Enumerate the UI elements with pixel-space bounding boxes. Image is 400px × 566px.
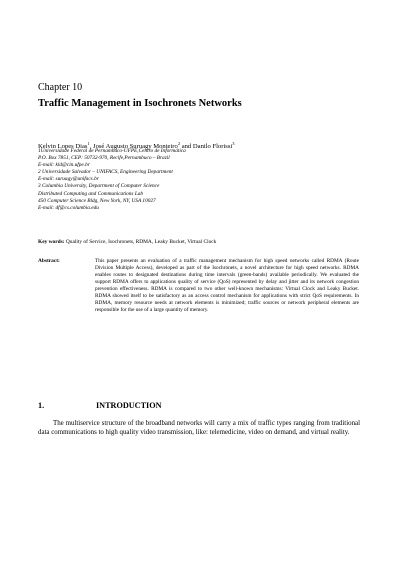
affiliation-line: 2 Universidade Salvador – UNIFACS, Engineering Department [38, 169, 173, 176]
author-name: Kelvin Lopes Dias [38, 143, 88, 150]
abstract-label: Abstract: [38, 258, 60, 264]
chapter-heading: Chapter 10 [38, 82, 83, 93]
author-affil-mark: 3 [232, 141, 235, 146]
paper-title: Traffic Management in Isochronets Networks [38, 98, 242, 109]
affiliation-email: E-mail: suruagy@unifacs.br [38, 176, 99, 183]
author-affil-mark: 1 [87, 141, 90, 146]
keywords-label: Key words: [38, 239, 65, 245]
keywords-line [38, 239, 216, 246]
affiliation-line: 1Universidade Federal de Pernambuco-UFPE,Centro de Informática [38, 148, 186, 154]
affiliation-line: 450 Computer Science Bldg, New York, NY, USA 10027 [38, 197, 156, 204]
affiliation-email: E-mail: kld@cin.ufpe.br [38, 162, 90, 169]
author-affil-mark: 2 [177, 141, 181, 146]
abstract-text: This paper presents an evaluation of a traffic management mechanism for high speed networks called RDMA (Route Division Multiple Access), developed as part of the Isochronets, a novel architecture for high speed networks. RDMA enables routes to designated destinations during time intervals (green-bands) available periodically. We evaluated the support RDMA offers to applications quality of service (QoS) represented by delay and jitter and its network congestion prevention effectiveness. RDMA is compared to two other well-known mechanisms: Virtual Clock and Leaky Bucket. RDMA showed itself to be satisfactory as an access control mechanism for applications with strict QoS requirements. In RDMA, memory resource needs at network elements is minimized; traffic sources or network peripheral elements are responsible for the use of a large quantity of memory. [95, 258, 359, 314]
author-name: José Augusto Suruagy Monteiro [93, 143, 178, 150]
intro-paragraph: The multiservice structure of the broadband networks will carry a mix of traffic types ranging from traditional data communications to high quality video transmission, like: telemedicine, video on demand, and virtual reality. [38, 420, 360, 436]
section-title: INTRODUCTION [96, 401, 162, 410]
section-number: 1. [38, 401, 45, 410]
affiliation-line: P.O. Box 7851, CEP: 50732-970, Recife,Pernambuco – Brazil [38, 155, 170, 162]
keywords-text: Quality of Service, Isochronets, RDMA, Leaky Bucket, Virtual Clock [65, 239, 217, 245]
affiliation-line: Distributed Computing and Communications Lab [38, 190, 144, 197]
affiliation-line: 3 Columbia University, Department of Computer Science [38, 183, 160, 190]
affiliation-email: E-mail: df@cs.columbia.edu [38, 204, 99, 211]
affiliations-block [38, 148, 358, 212]
author-separator: and [180, 143, 193, 150]
author-separator: , [89, 143, 93, 150]
author-name: Danilo Florissi [192, 143, 233, 150]
